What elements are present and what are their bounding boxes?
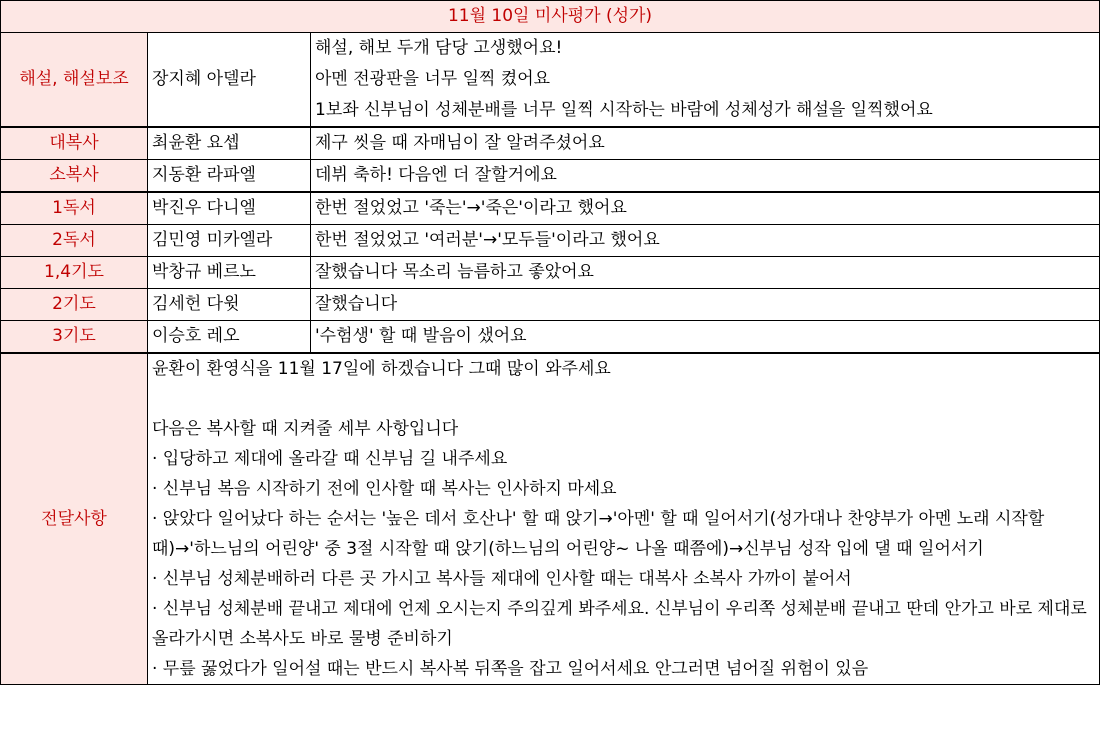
notice-line: · 신부님 복음 시작하기 전에 인사할 때 복사는 인사하지 마세요 <box>152 479 617 499</box>
name-cell: 박창규 베르노 <box>148 257 311 289</box>
notice-line: · 신부님 성체분배 끝내고 제대에 언제 오시는지 주의깊게 봐주세요. 신부님이 우리쪽 성체분배 끝내고 딴데 안가고 바로 제대로 올라가시면 소복사도 바로 물병 준비하기 <box>152 599 1087 649</box>
notice-line: · 앉았다 일어났다 하는 순서는 '높은 데서 호산나' 할 때 앉기→'아멘' 할 때 일어서기(성가대나 찬양부가 아멘 노래 시작할 때)→'하느님의 어린양' 중 3절 시작할 때 앉기(하느님의 어린양~ 나올 때쯤에)→신부님 성작 입에 댈 때 일어서기 <box>152 509 1045 559</box>
note-cell <box>311 33 1100 128</box>
table-row <box>1 160 1100 193</box>
notice-line: · 무릎 꿇었다가 일어설 때는 반드시 복사복 뒤쪽을 잡고 일어서세요 안그러면 넘어질 위험이 있음 <box>152 659 869 679</box>
role-cell: 2기도 <box>1 289 148 321</box>
role-cell: 2독서 <box>1 225 148 257</box>
name-cell: 김민영 미카엘라 <box>148 225 311 257</box>
notice-line: · 입당하고 제대에 올라갈 때 신부님 길 내주세요 <box>152 449 508 469</box>
note-line: 제구 씻을 때 자매님이 잘 알려주셨어요 <box>315 133 605 153</box>
note-line: 해설, 해보 두개 담당 고생했어요! <box>315 38 563 58</box>
note-line: 1보좌 신부님이 성체분배를 너무 일찍 시작하는 바람에 성체성가 해설을 일찍했어요 <box>315 100 933 120</box>
table-row <box>1 127 1100 160</box>
table-row <box>1 192 1100 225</box>
role-cell: 해설, 해설보조 <box>1 33 148 128</box>
sheet-title: 11월 10일 미사평가 (성가) <box>1 1 1100 33</box>
role-cell: 1독서 <box>1 192 148 225</box>
note-cell <box>311 321 1100 354</box>
name-cell: 장지혜 아델라 <box>148 33 311 128</box>
table-row <box>1 321 1100 354</box>
notice-line: 윤환이 환영식을 11월 17일에 하겠습니다 그때 많이 와주세요 <box>152 359 611 379</box>
notice-row <box>1 353 1100 685</box>
name-cell: 최윤환 요셉 <box>148 127 311 160</box>
note-cell <box>311 225 1100 257</box>
table-row <box>1 289 1100 321</box>
role-cell: 3기도 <box>1 321 148 354</box>
note-line: 잘했습니다 목소리 늠름하고 좋았어요 <box>315 262 594 282</box>
name-cell: 박진우 다니엘 <box>148 192 311 225</box>
note-line: '수험생' 할 때 발음이 샜어요 <box>315 326 527 346</box>
note-cell <box>311 257 1100 289</box>
note-cell <box>311 127 1100 160</box>
note-cell <box>311 289 1100 321</box>
role-cell: 1,4기도 <box>1 257 148 289</box>
note-line: 한번 절었었고 '여러분'→'모두들'이라고 했어요 <box>315 230 660 250</box>
note-line: 한번 절었었고 '죽는'→'죽은'이라고 했어요 <box>315 198 627 218</box>
notice-role-cell: 전달사항 <box>1 353 148 685</box>
name-cell: 김세헌 다윗 <box>148 289 311 321</box>
table-row <box>1 225 1100 257</box>
role-cell: 소복사 <box>1 160 148 193</box>
note-line: 아멘 전광판을 너무 일찍 켰어요 <box>315 69 551 89</box>
note-line: 데뷔 축하! 다음엔 더 잘할거에요 <box>315 165 557 185</box>
notice-line <box>152 384 1095 414</box>
notice-line: 다음은 복사할 때 지켜줄 세부 사항입니다 <box>152 419 459 439</box>
note-cell <box>311 192 1100 225</box>
role-cell: 대복사 <box>1 127 148 160</box>
name-cell: 지동환 라파엘 <box>148 160 311 193</box>
notice-line: · 신부님 성체분배하러 다른 곳 가시고 복사들 제대에 인사할 때는 대복사 소복사 가까이 붙어서 <box>152 569 852 589</box>
note-line: 잘했습니다 <box>315 294 398 314</box>
note-cell <box>311 160 1100 193</box>
name-cell: 이승호 레오 <box>148 321 311 354</box>
notice-cell <box>148 353 1100 685</box>
title-row <box>1 1 1100 33</box>
table-row <box>1 257 1100 289</box>
table-row <box>1 33 1100 128</box>
